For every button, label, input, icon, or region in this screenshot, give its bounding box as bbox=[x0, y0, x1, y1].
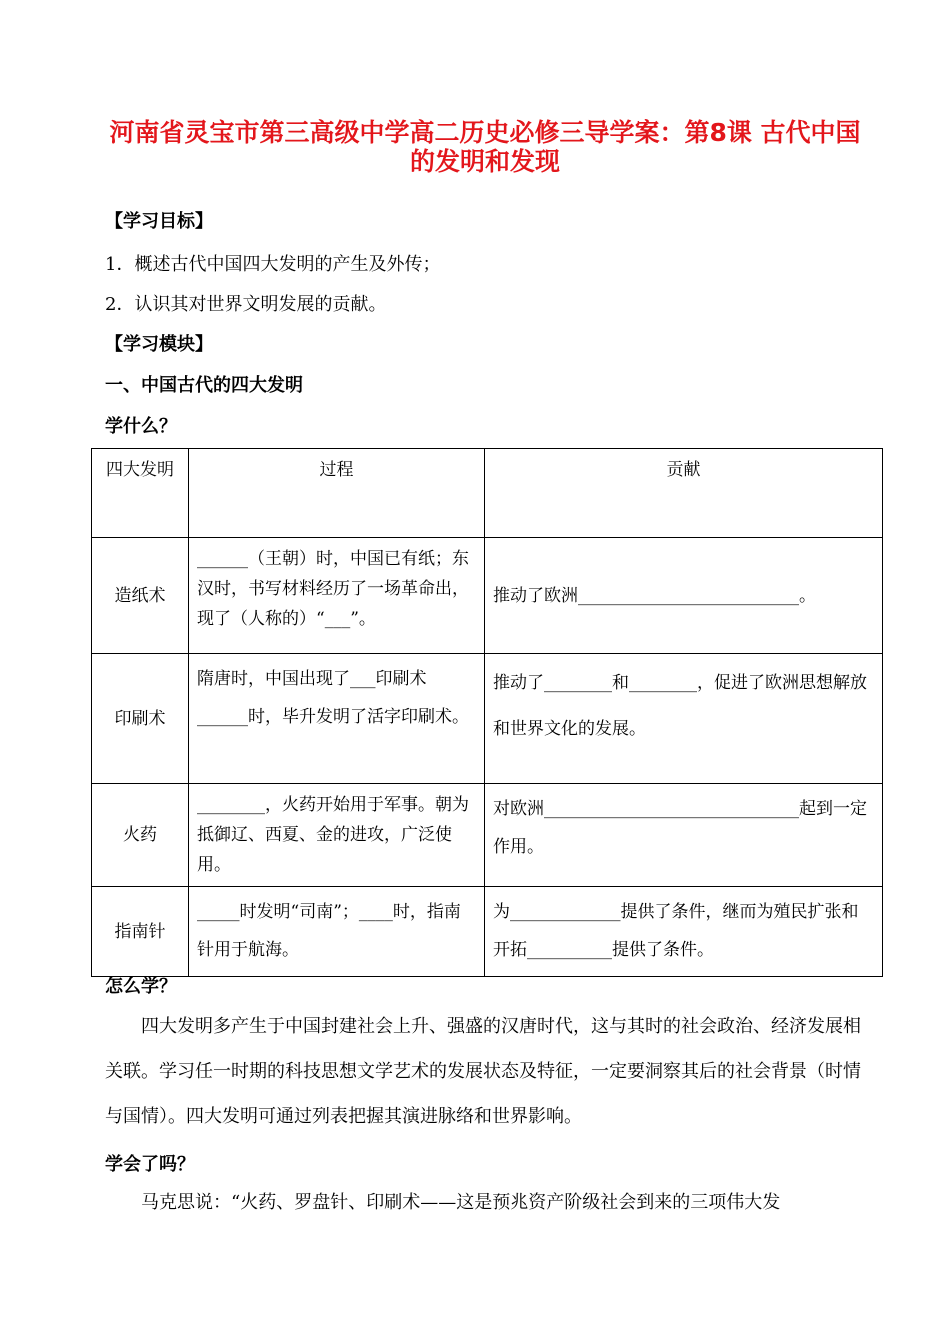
header-contribution: 贡献 bbox=[485, 449, 883, 538]
how-paragraph: 四大发明多产生于中国封建社会上升、强盛的汉唐时代，这与其时的社会政治、经济发展相关联。学习任一时期的科技思想文学艺术的发展状态及特征，一定要洞察其后的社会背景（时情与国情）。四大发明可通过列表把握其演进脉络和世界影响。 bbox=[105, 1016, 861, 1127]
invention-process: ________，火药开始用于军事。朝为抵御辽、西夏、金的进攻，广泛使用。 bbox=[189, 784, 485, 887]
what-heading: 学什么？ bbox=[105, 416, 177, 437]
table-row bbox=[92, 538, 883, 654]
how-heading: 怎么学？ bbox=[105, 976, 177, 997]
invention-process: ______（王朝）时，中国已有纸；东汉时，书写材料经历了一场革命出，现了（人称的）“___”。 bbox=[189, 538, 485, 654]
learned-heading: 学会了吗？ bbox=[105, 1154, 195, 1175]
document-title: 河南省灵宝市第三高级中学高二历史必修三导学案：第8课 古代中国的发明和发现 bbox=[109, 118, 861, 176]
invention-process: _____时发明“司南”；____时，指南针用于航海。 bbox=[189, 887, 485, 977]
invention-contribution: 推动了欧洲__________________________。 bbox=[485, 538, 883, 654]
goal-item-2: 2．认识其对世界文明发展的贡献。 bbox=[105, 294, 387, 315]
goal-item-1: 1．概述古代中国四大发明的产生及外传； bbox=[105, 254, 441, 275]
table-row bbox=[92, 887, 883, 977]
invention-name: 指南针 bbox=[92, 887, 189, 977]
table-row bbox=[92, 654, 883, 784]
module-heading: 【学习模块】 bbox=[105, 334, 213, 355]
invention-contribution: 为_____________提供了条件，继而为殖民扩张和开拓__________提供了条件。 bbox=[485, 887, 883, 977]
header-invention: 四大发明 bbox=[92, 449, 189, 538]
inventions-table bbox=[91, 448, 883, 977]
invention-name: 印刷术 bbox=[92, 654, 189, 784]
table-row bbox=[92, 784, 883, 887]
learned-paragraph: 马克思说：“火药、罗盘针、印刷术——这是预兆资产阶级社会到来的三项伟大发 bbox=[141, 1192, 781, 1213]
invention-contribution: 推动了________和________，促进了欧洲思想解放和世界文化的发展。 bbox=[485, 654, 883, 784]
invention-process: 隋唐时，中国出现了___印刷术______时，毕升发明了活字印刷术。 bbox=[189, 654, 485, 784]
goals-heading: 【学习目标】 bbox=[105, 211, 213, 232]
part1-heading: 一、中国古代的四大发明 bbox=[105, 375, 303, 396]
invention-name: 造纸术 bbox=[92, 538, 189, 654]
invention-name: 火药 bbox=[92, 784, 189, 887]
table-header-row bbox=[92, 449, 883, 538]
invention-contribution: 对欧洲______________________________起到一定作用。 bbox=[485, 784, 883, 887]
header-process: 过程 bbox=[189, 449, 485, 538]
